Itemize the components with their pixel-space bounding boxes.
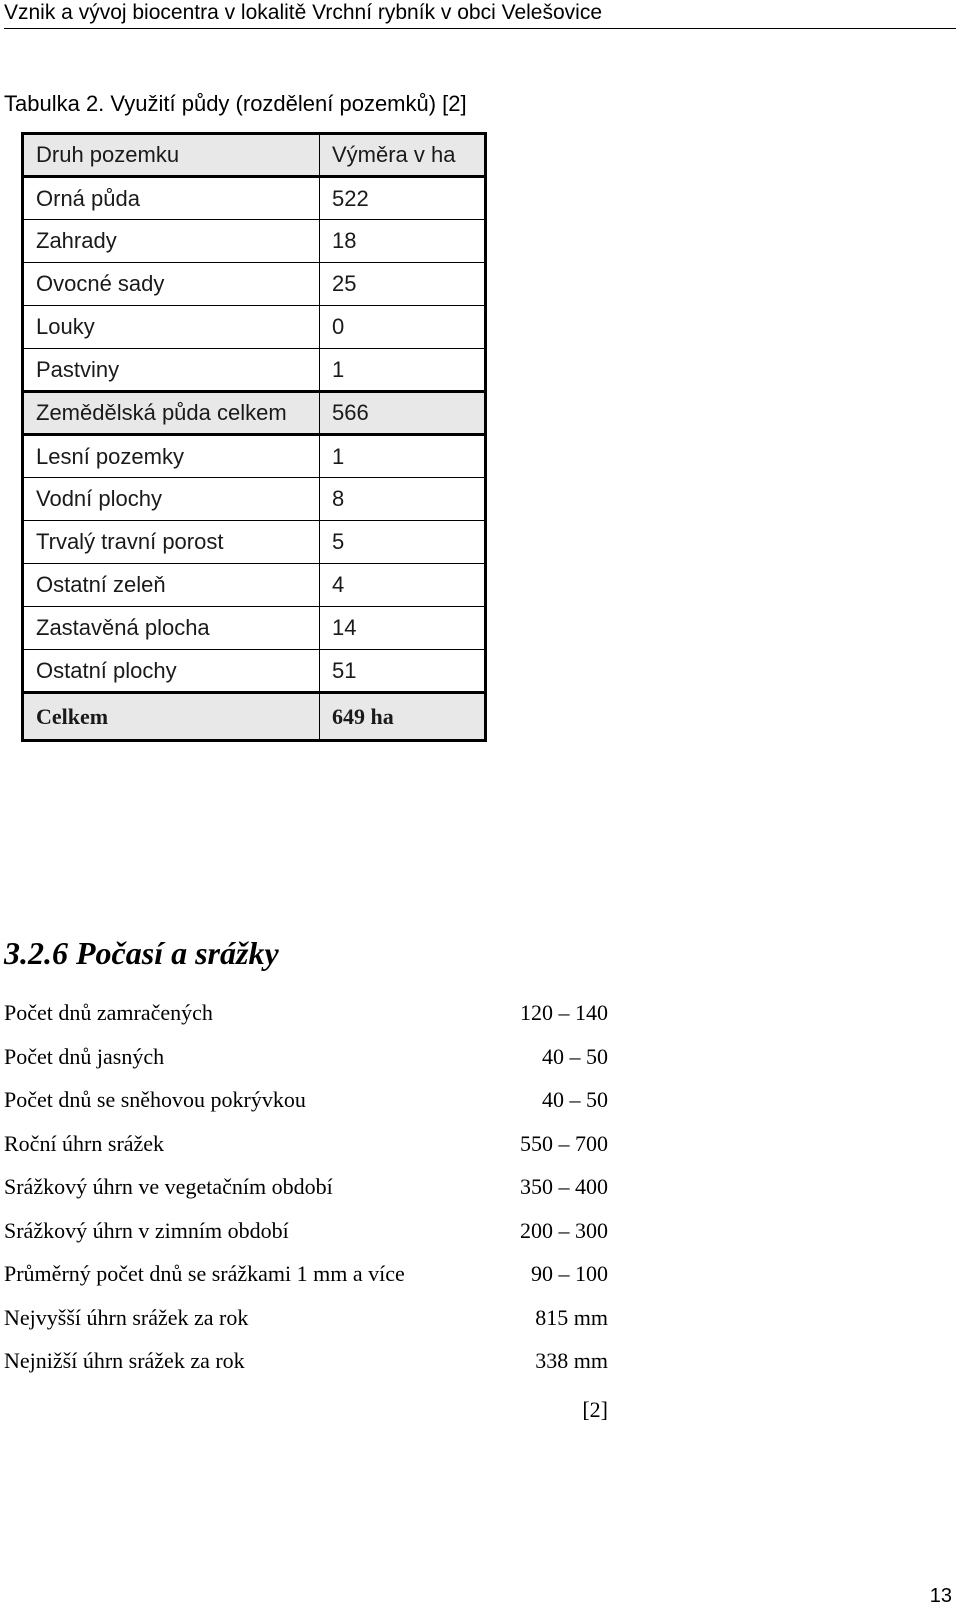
table-row bbox=[23, 435, 486, 478]
weather-value: 120 – 140 bbox=[520, 1000, 608, 1025]
row-value: 18 bbox=[320, 220, 486, 263]
row-label: Louky bbox=[23, 306, 320, 349]
row-label: Zastavěná plocha bbox=[23, 607, 320, 650]
table-row bbox=[23, 564, 486, 607]
row-value: 51 bbox=[320, 650, 486, 693]
weather-value: 40 – 50 bbox=[542, 1043, 608, 1069]
land-use-table bbox=[21, 132, 487, 742]
weather-label: Nejnižší úhrn srážek za rok bbox=[4, 1348, 245, 1373]
table-row bbox=[23, 478, 486, 521]
row-label: Vodní plochy bbox=[23, 478, 320, 521]
row-value: 14 bbox=[320, 607, 486, 650]
weather-label: Počet dnů jasných bbox=[4, 1043, 165, 1069]
list-item bbox=[4, 1000, 608, 1044]
row-value: 4 bbox=[320, 564, 486, 607]
page-number: 13 bbox=[929, 1585, 952, 1607]
row-value: 25 bbox=[320, 263, 486, 306]
list-item bbox=[4, 1348, 608, 1392]
table-row bbox=[23, 349, 486, 392]
table-row bbox=[23, 220, 486, 263]
reference-marker: [2] bbox=[582, 1397, 608, 1422]
row-value: 522 bbox=[320, 177, 486, 220]
row-value: 1 bbox=[320, 349, 486, 392]
weather-value: 40 – 50 bbox=[542, 1087, 608, 1112]
weather-value: 338 mm bbox=[535, 1348, 608, 1373]
weather-value: 815 mm bbox=[535, 1304, 608, 1330]
table-header-row bbox=[23, 134, 486, 177]
column-header-type: Druh pozemku bbox=[23, 134, 320, 177]
weather-label: Nejvyšší úhrn srážek za rok bbox=[4, 1304, 249, 1330]
weather-value: 200 – 300 bbox=[520, 1217, 608, 1243]
total-value: 649 ha bbox=[320, 693, 486, 741]
weather-list bbox=[4, 1000, 608, 1392]
row-value: 566 bbox=[320, 392, 486, 435]
subtotal-row bbox=[23, 392, 486, 435]
weather-label: Srážkový úhrn v zimním období bbox=[4, 1217, 289, 1243]
running-header: Vznik a vývoj biocentra v lokalitě Vrchní rybník v obci Velešovice bbox=[4, 0, 956, 29]
column-header-area: Výměra v ha bbox=[320, 134, 486, 177]
weather-label: Roční úhrn srážek bbox=[4, 1130, 165, 1156]
row-label: Lesní pozemky bbox=[23, 435, 320, 478]
row-label: Pastviny bbox=[23, 349, 320, 392]
list-item bbox=[4, 1305, 608, 1349]
list-item bbox=[4, 1174, 608, 1218]
list-item bbox=[4, 1044, 608, 1088]
table-row bbox=[23, 650, 486, 693]
total-label: Celkem bbox=[23, 693, 320, 741]
table-row bbox=[23, 177, 486, 220]
weather-label: Počet dnů zamračených bbox=[4, 1000, 213, 1025]
weather-value: 550 – 700 bbox=[520, 1130, 608, 1156]
row-value: 5 bbox=[320, 521, 486, 564]
table-row bbox=[23, 607, 486, 650]
weather-label: Průměrný počet dnů se srážkami 1 mm a více bbox=[4, 1261, 405, 1286]
list-item bbox=[4, 1087, 608, 1131]
section-heading: 3.2.6 Počasí a srážky bbox=[4, 935, 279, 971]
list-item bbox=[4, 1218, 608, 1262]
table-caption: Tabulka 2. Využití půdy (rozdělení pozemků) [2] bbox=[4, 91, 467, 116]
table-row bbox=[23, 306, 486, 349]
row-value: 0 bbox=[320, 306, 486, 349]
weather-label: Srážkový úhrn ve vegetačním období bbox=[4, 1174, 333, 1199]
weather-label: Počet dnů se sněhovou pokrývkou bbox=[4, 1087, 306, 1112]
weather-value: 90 – 100 bbox=[531, 1261, 608, 1286]
total-row bbox=[23, 693, 486, 741]
row-label: Ostatní plochy bbox=[23, 650, 320, 693]
row-label: Zemědělská půda celkem bbox=[23, 392, 320, 435]
table-row bbox=[23, 521, 486, 564]
row-label: Ostatní zeleň bbox=[23, 564, 320, 607]
table-row bbox=[23, 263, 486, 306]
weather-value: 350 – 400 bbox=[520, 1174, 608, 1199]
list-item bbox=[4, 1261, 608, 1305]
row-value: 8 bbox=[320, 478, 486, 521]
row-label: Orná půda bbox=[23, 177, 320, 220]
row-label: Zahrady bbox=[23, 220, 320, 263]
row-label: Trvalý travní porost bbox=[23, 521, 320, 564]
row-label: Ovocné sady bbox=[23, 263, 320, 306]
row-value: 1 bbox=[320, 435, 486, 478]
list-item bbox=[4, 1131, 608, 1175]
